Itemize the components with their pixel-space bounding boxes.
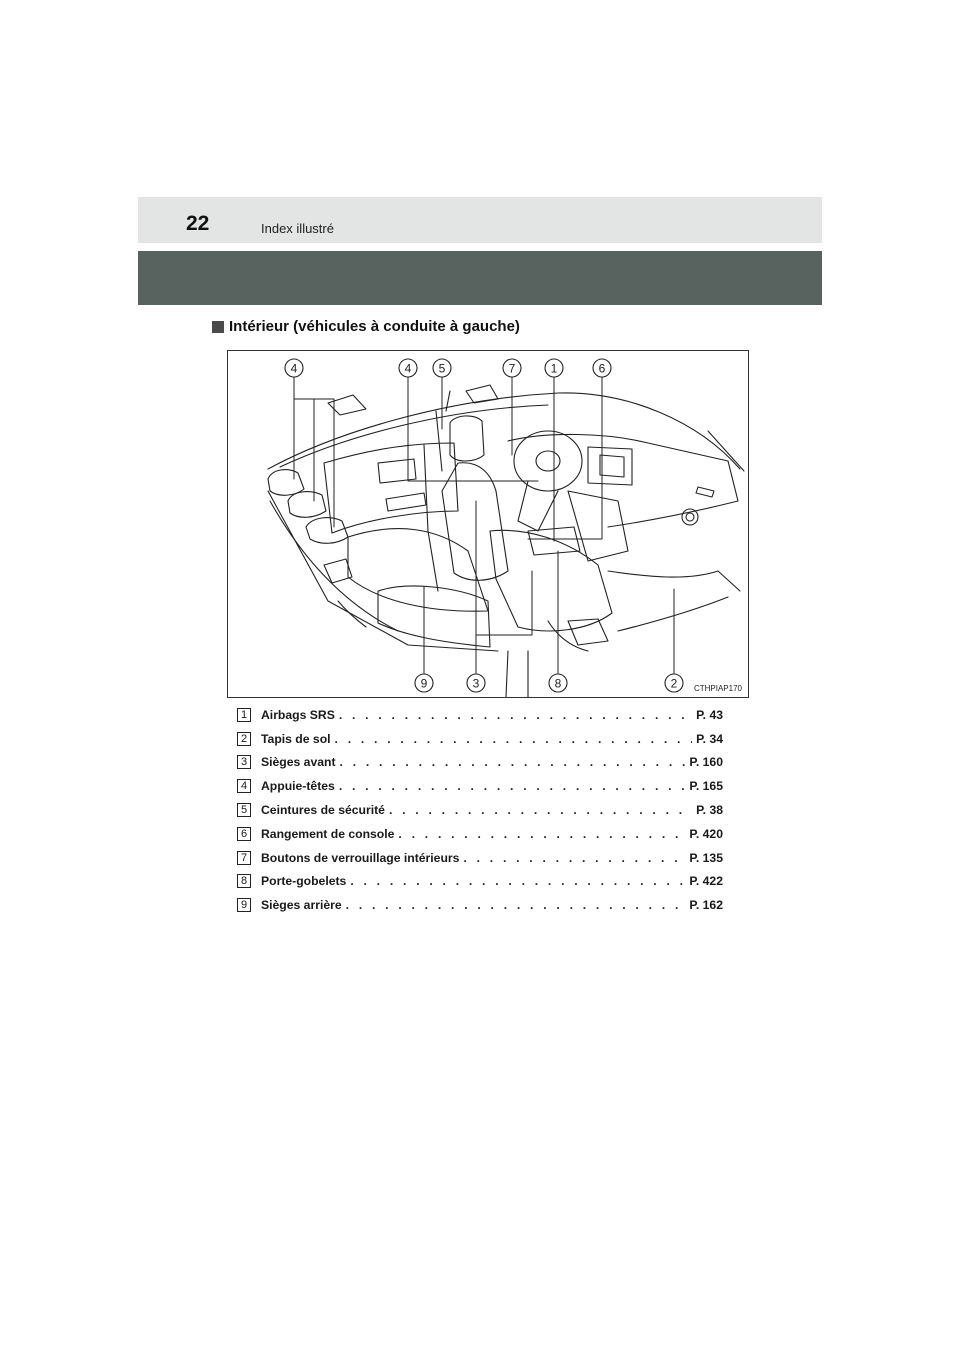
list-item [237,798,723,822]
callout-label: 1 [550,361,558,376]
list-item [237,846,723,870]
page-number: 22 [186,212,210,235]
item-label: Sièges arrière [261,898,342,913]
page-reference[interactable]: P. 162 [689,898,723,913]
leader-dots [463,851,685,865]
item-number: 7 [237,851,251,865]
leader-dots [335,732,693,746]
item-number: 3 [237,755,251,769]
item-list [237,703,723,917]
callout-label: 8 [554,676,562,691]
subsection-title: Intérieur (véhicules à conduite à gauche) [229,318,520,335]
page-reference[interactable]: P. 160 [689,755,723,770]
item-number: 8 [237,874,251,888]
callout-label: 9 [420,676,428,691]
leader-dots [346,898,686,912]
section-title: Index illustré [261,221,334,236]
callout-label: 6 [598,361,606,376]
page-reference[interactable]: P. 34 [696,731,723,746]
list-item [237,893,723,917]
leader-dots [350,874,685,888]
item-label: Sièges avant [261,755,336,770]
leader-dots [339,779,686,793]
callout-label: 7 [508,361,516,376]
item-number: 5 [237,803,251,817]
leader-dots [339,708,692,722]
page-reference[interactable]: P. 420 [689,826,723,841]
list-item [237,870,723,894]
item-label: Appuie-têtes [261,779,335,794]
page-reference[interactable]: P. 38 [696,803,723,818]
item-label: Porte-gobelets [261,874,347,889]
section-band [138,251,822,305]
item-number: 4 [237,779,251,793]
list-item [237,751,723,775]
item-label: Tapis de sol [261,731,331,746]
list-item [237,822,723,846]
leader-dots [398,827,685,841]
figure-code: CTHPIAP170 [693,684,742,693]
item-number: 1 [237,708,251,722]
page-reference[interactable]: P. 43 [696,707,723,722]
list-item [237,703,723,727]
item-label: Ceintures de sécurité [261,803,385,818]
car-interior-drawing [228,351,748,697]
page-reference[interactable]: P. 422 [689,874,723,889]
square-bullet-icon [212,321,224,333]
callout-label: 2 [670,676,678,691]
leader-dots [340,755,686,769]
callout-label: 4 [290,361,298,376]
list-item [237,727,723,751]
subsection-heading [212,318,520,335]
callout-label: 5 [438,361,446,376]
item-label: Boutons de verrouillage intérieurs [261,850,460,865]
page-reference[interactable]: P. 165 [689,779,723,794]
list-item [237,774,723,798]
header-bar [138,197,822,243]
item-label: Rangement de console [261,826,395,841]
callout-label: 4 [404,361,412,376]
leader-dots [389,803,692,817]
interior-illustration [227,350,749,698]
item-number: 2 [237,732,251,746]
item-number: 6 [237,827,251,841]
callout-label: 3 [472,676,480,691]
item-number: 9 [237,898,251,912]
item-label: Airbags SRS [261,707,335,722]
page-reference[interactable]: P. 135 [689,850,723,865]
